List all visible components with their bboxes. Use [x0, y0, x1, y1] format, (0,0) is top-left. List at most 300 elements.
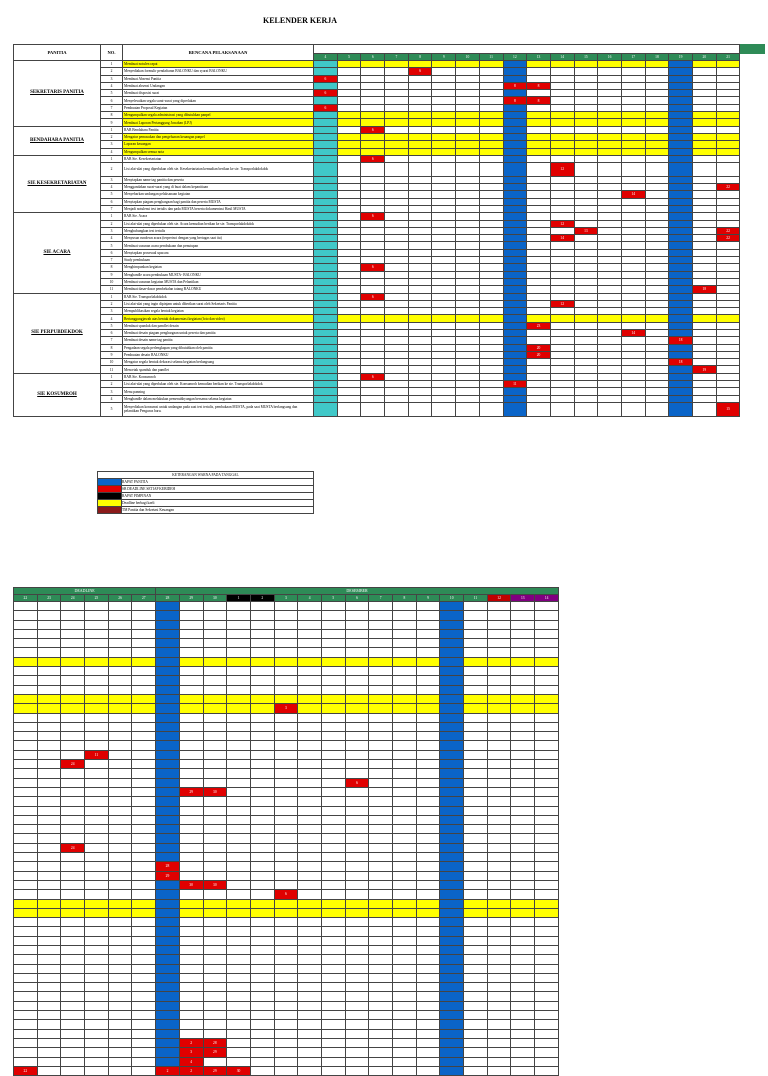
day-cell	[132, 797, 156, 806]
day-cell	[440, 843, 464, 852]
day-cell	[716, 366, 740, 373]
day-cell	[361, 119, 385, 126]
day-cell	[511, 797, 535, 806]
day-cell	[416, 862, 440, 871]
day-cell	[156, 750, 180, 759]
day-cell	[250, 853, 274, 862]
day-cell	[669, 235, 693, 242]
day-cell	[179, 657, 203, 666]
day-cell	[361, 148, 385, 155]
day-cell	[487, 704, 511, 713]
day-cell	[361, 286, 385, 293]
day-cell	[14, 806, 38, 815]
day-cell	[598, 235, 622, 242]
day-cell	[314, 395, 338, 402]
day-cell	[598, 82, 622, 89]
day-cell	[511, 769, 535, 778]
day-cell	[503, 337, 527, 344]
day-cell	[432, 61, 456, 68]
day-cell	[274, 973, 298, 982]
day-cell	[574, 75, 598, 82]
legend-swatch	[98, 479, 122, 486]
table-row	[14, 264, 740, 271]
day-header: 7	[385, 54, 409, 61]
day-cell	[479, 126, 503, 133]
day-cell	[369, 927, 393, 936]
day-cell	[527, 119, 551, 126]
task-text: Membuat absensi Undangan	[123, 82, 314, 89]
day-cell	[385, 271, 409, 278]
day-cell	[369, 713, 393, 722]
day-cell	[385, 61, 409, 68]
day-cell	[108, 880, 132, 889]
day-cell	[527, 205, 551, 212]
day-cell	[550, 315, 574, 322]
day-cell	[314, 278, 338, 285]
day-cell	[393, 890, 417, 899]
day-cell	[314, 163, 338, 177]
day-cell	[535, 620, 559, 629]
day-cell	[408, 235, 432, 242]
day-cell	[511, 936, 535, 945]
day-cell	[693, 322, 717, 329]
day-cell	[369, 1048, 393, 1057]
day-cell	[416, 973, 440, 982]
day-cell	[550, 351, 574, 358]
day-cell	[227, 722, 251, 731]
day-cell	[179, 899, 203, 908]
day-cell	[298, 871, 322, 880]
day-cell	[693, 293, 717, 300]
day-cell	[408, 359, 432, 366]
day-cell	[345, 667, 369, 676]
day-cell	[574, 388, 598, 395]
day-cell	[432, 227, 456, 234]
day-cell	[716, 119, 740, 126]
day-cell	[337, 75, 361, 82]
day-cell	[85, 890, 109, 899]
day-cell	[535, 945, 559, 954]
day-cell	[203, 899, 227, 908]
table-row	[14, 1029, 559, 1038]
day-cell	[716, 205, 740, 212]
day-cell	[456, 300, 480, 307]
day-cell	[108, 620, 132, 629]
day-cell	[456, 155, 480, 162]
day-cell	[203, 908, 227, 917]
day-cell	[14, 1057, 38, 1066]
day-cell	[385, 198, 409, 205]
table-row	[14, 713, 559, 722]
day-cell	[456, 61, 480, 68]
day-cell	[14, 722, 38, 731]
day-cell	[527, 373, 551, 380]
deadline-marker: 18	[693, 286, 717, 293]
day-cell	[535, 908, 559, 917]
day-cell	[203, 769, 227, 778]
day-cell	[393, 1048, 417, 1057]
day-cell	[621, 133, 645, 140]
day-cell	[385, 329, 409, 336]
day-cell	[416, 945, 440, 954]
day-cell	[61, 778, 85, 787]
day-cell	[550, 141, 574, 148]
day-cell	[550, 264, 574, 271]
day-cell	[361, 184, 385, 191]
table-row	[14, 344, 740, 351]
day-cell	[337, 344, 361, 351]
day-cell	[598, 286, 622, 293]
day-cell	[345, 685, 369, 694]
day-cell	[385, 184, 409, 191]
task-number: 2	[101, 133, 123, 140]
task-text: Menjadi notulensi test tertulis dan pada MUSTA beserta dokumentasi Hasil MUSTA	[123, 205, 314, 212]
day-cell	[132, 1001, 156, 1010]
day-cell	[456, 308, 480, 315]
day-cell	[250, 648, 274, 657]
day-cell	[393, 713, 417, 722]
day-cell	[14, 964, 38, 973]
day-cell	[85, 936, 109, 945]
deadline-marker: 8	[503, 82, 527, 89]
day-cell	[598, 402, 622, 416]
day-cell	[321, 843, 345, 852]
day-cell	[535, 1001, 559, 1010]
day-cell	[669, 141, 693, 148]
day-cell	[393, 769, 417, 778]
day-cell	[527, 271, 551, 278]
day-cell	[203, 936, 227, 945]
day-cell	[598, 227, 622, 234]
day-cell	[227, 918, 251, 927]
day-cell	[385, 82, 409, 89]
day-cell	[574, 322, 598, 329]
day-cell	[14, 778, 38, 787]
day-cell	[669, 205, 693, 212]
day-cell	[598, 198, 622, 205]
day-cell	[132, 713, 156, 722]
day-cell	[321, 676, 345, 685]
day-cell	[487, 639, 511, 648]
day-cell	[345, 1048, 369, 1057]
day-cell	[298, 843, 322, 852]
deadline-marker: 29	[203, 1048, 227, 1057]
day-cell	[314, 344, 338, 351]
day-cell	[274, 908, 298, 917]
day-cell	[693, 381, 717, 388]
table-row	[14, 220, 740, 227]
day-cell	[393, 722, 417, 731]
day-cell	[14, 918, 38, 927]
day-cell	[408, 344, 432, 351]
day-cell	[432, 286, 456, 293]
day-cell	[298, 750, 322, 759]
day-cell	[440, 815, 464, 824]
day-cell	[37, 862, 61, 871]
day-cell	[179, 750, 203, 759]
day-cell	[108, 945, 132, 954]
deadline-marker: 14	[550, 235, 574, 242]
day-cell	[156, 732, 180, 741]
table-row	[14, 1001, 559, 1010]
day-cell	[416, 778, 440, 787]
day-cell	[274, 825, 298, 834]
day-cell	[227, 750, 251, 759]
day-cell	[337, 337, 361, 344]
day-cell	[37, 1020, 61, 1029]
day-cell	[337, 141, 361, 148]
day-cell	[108, 908, 132, 917]
day-cell	[385, 257, 409, 264]
day-cell	[132, 620, 156, 629]
day-cell	[464, 620, 488, 629]
day-cell	[550, 227, 574, 234]
day-cell	[487, 657, 511, 666]
table-row	[14, 973, 559, 982]
day-cell	[393, 936, 417, 945]
day-cell	[550, 191, 574, 198]
day-cell	[132, 667, 156, 676]
day-cell	[179, 1001, 203, 1010]
day-cell	[464, 983, 488, 992]
day-cell	[345, 992, 369, 1001]
legend-label: RAPAT PANITIA	[122, 479, 314, 486]
day-cell	[337, 308, 361, 315]
day-cell	[385, 191, 409, 198]
day-header: 15	[574, 54, 598, 61]
day-cell	[314, 293, 338, 300]
day-cell	[432, 213, 456, 220]
day-cell	[535, 713, 559, 722]
day-cell	[250, 1048, 274, 1057]
day-cell	[61, 890, 85, 899]
day-cell	[645, 198, 669, 205]
day-cell	[598, 271, 622, 278]
day-cell	[61, 908, 85, 917]
day-cell	[716, 264, 740, 271]
day-cell	[511, 899, 535, 908]
day-cell	[385, 133, 409, 140]
day-cell	[227, 973, 251, 982]
day-cell	[464, 704, 488, 713]
day-cell	[693, 75, 717, 82]
day-cell	[487, 685, 511, 694]
day-cell	[574, 191, 598, 198]
day-cell	[227, 936, 251, 945]
day-cell	[503, 213, 527, 220]
day-cell	[574, 90, 598, 97]
day-cell	[345, 871, 369, 880]
day-cell	[456, 220, 480, 227]
day-cell	[464, 918, 488, 927]
day-cell	[464, 639, 488, 648]
day-cell	[250, 639, 274, 648]
day-cell	[108, 611, 132, 620]
day-cell	[61, 667, 85, 676]
day-cell	[345, 825, 369, 834]
day-cell	[227, 862, 251, 871]
day-cell	[14, 834, 38, 843]
day-cell	[479, 141, 503, 148]
day-cell	[156, 694, 180, 703]
task-number: 7	[101, 257, 123, 264]
day-cell	[321, 1001, 345, 1010]
task-number: 8	[101, 344, 123, 351]
day-cell	[156, 973, 180, 982]
day-cell	[14, 676, 38, 685]
legend-swatch	[98, 493, 122, 500]
day-cell	[693, 337, 717, 344]
day-cell	[369, 806, 393, 815]
day-cell	[321, 657, 345, 666]
day-cell	[432, 373, 456, 380]
day-cell	[511, 778, 535, 787]
task-text: RAB Sie. Konsumroh	[123, 373, 314, 380]
day-cell	[156, 806, 180, 815]
task-number: 4	[101, 82, 123, 89]
day-cell	[511, 1048, 535, 1057]
day-cell	[432, 82, 456, 89]
day-cell	[179, 853, 203, 862]
day-cell	[487, 918, 511, 927]
day-cell	[314, 126, 338, 133]
day-cell	[37, 787, 61, 796]
day-cell	[440, 908, 464, 917]
day-cell	[464, 769, 488, 778]
day-cell	[440, 694, 464, 703]
day-cell	[527, 68, 551, 75]
day-cell	[393, 1001, 417, 1010]
day-cell	[337, 315, 361, 322]
day-cell	[250, 973, 274, 982]
day-cell	[14, 1001, 38, 1010]
day-cell	[156, 611, 180, 620]
day-cell	[37, 825, 61, 834]
day-cell	[108, 918, 132, 927]
day-cell	[503, 278, 527, 285]
day-cell	[440, 918, 464, 927]
day-cell	[487, 1020, 511, 1029]
day-cell	[250, 657, 274, 666]
day-cell	[574, 104, 598, 111]
day-cell	[298, 834, 322, 843]
day-cell	[337, 381, 361, 388]
day-cell	[337, 264, 361, 271]
day-cell	[487, 853, 511, 862]
day-cell	[14, 685, 38, 694]
day-cell	[693, 213, 717, 220]
task-text: Menggandakan surat-surat yang di buat dalam kepanitiaan	[123, 184, 314, 191]
day-cell	[487, 955, 511, 964]
day-cell	[432, 257, 456, 264]
day-cell	[203, 611, 227, 620]
day-cell	[527, 402, 551, 416]
day-cell	[61, 1029, 85, 1038]
day-header: 9	[432, 54, 456, 61]
day-cell	[511, 1020, 535, 1029]
day-cell	[416, 648, 440, 657]
day-cell	[274, 639, 298, 648]
day-cell	[250, 871, 274, 880]
day-cell	[511, 843, 535, 852]
day-cell	[321, 1048, 345, 1057]
day-cell	[393, 825, 417, 834]
day-cell	[621, 381, 645, 388]
day-cell	[393, 843, 417, 852]
day-cell	[85, 908, 109, 917]
day-cell	[464, 657, 488, 666]
day-cell	[393, 787, 417, 796]
day-cell	[203, 797, 227, 806]
day-cell	[456, 90, 480, 97]
task-text: Mengumpulkan segala administrasi yang dibutuhkan panpel	[123, 112, 314, 119]
day-cell	[298, 602, 322, 611]
day-cell	[369, 797, 393, 806]
day-cell	[385, 264, 409, 271]
day-cell	[693, 68, 717, 75]
table-row	[14, 899, 559, 908]
deadline-marker: 29	[156, 871, 180, 880]
day-cell	[574, 329, 598, 336]
day-cell	[369, 973, 393, 982]
day-cell	[503, 220, 527, 227]
day-cell	[511, 815, 535, 824]
day-cell	[361, 112, 385, 119]
day-cell	[361, 337, 385, 344]
day-cell	[550, 308, 574, 315]
day-cell	[432, 155, 456, 162]
day-cell	[432, 308, 456, 315]
day-cell	[621, 359, 645, 366]
day-cell	[432, 359, 456, 366]
day-cell	[85, 685, 109, 694]
table-row	[14, 620, 559, 629]
day-cell	[337, 112, 361, 119]
deadline-marker: 6	[361, 373, 385, 380]
task-number: 3	[101, 388, 123, 395]
day-cell	[535, 1029, 559, 1038]
day-cell	[479, 257, 503, 264]
day-cell	[369, 602, 393, 611]
day-cell	[393, 973, 417, 982]
day-cell	[574, 278, 598, 285]
day-cell	[621, 308, 645, 315]
deadline-marker: 29	[179, 787, 203, 796]
day-cell	[85, 741, 109, 750]
day-cell	[645, 112, 669, 119]
page-title: KELENDER KERJA	[262, 16, 337, 25]
day-cell	[669, 184, 693, 191]
day-cell	[321, 871, 345, 880]
day-cell	[156, 955, 180, 964]
day-cell	[250, 964, 274, 973]
table-row	[14, 722, 559, 731]
day-cell	[550, 184, 574, 191]
day-cell	[621, 90, 645, 97]
task-number: 1	[101, 61, 123, 68]
day-cell	[203, 853, 227, 862]
day-cell	[369, 853, 393, 862]
day-cell	[440, 760, 464, 769]
day-cell	[37, 667, 61, 676]
day-cell	[535, 602, 559, 611]
day-cell	[37, 694, 61, 703]
day-cell	[669, 344, 693, 351]
day-cell	[274, 713, 298, 722]
day-cell	[716, 213, 740, 220]
day-cell	[61, 871, 85, 880]
day-cell	[314, 242, 338, 249]
